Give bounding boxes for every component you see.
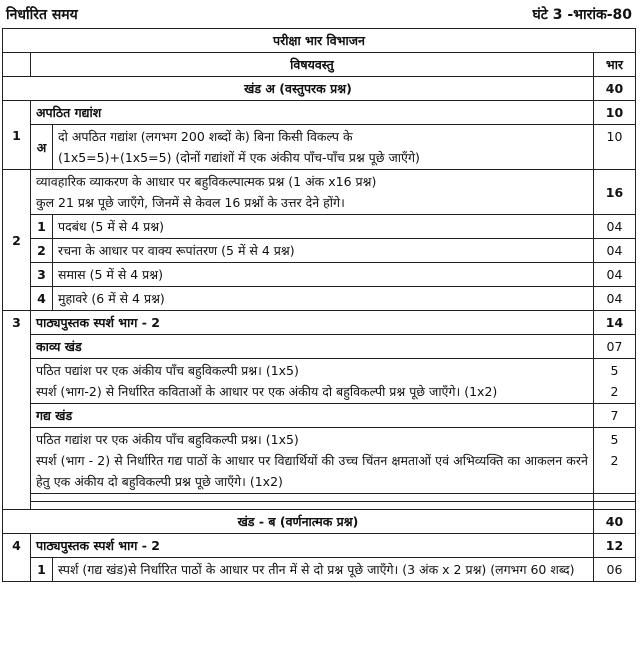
subject-column-header: विषयवस्तु: [31, 53, 594, 77]
item-number: 2: [31, 239, 53, 263]
section-a-marks: 40: [593, 77, 635, 101]
blank-row: [3, 494, 636, 502]
question-marks: 12: [593, 534, 635, 558]
kavya-description: [31, 359, 594, 404]
table-row: [3, 359, 636, 404]
table-row: [3, 263, 636, 287]
table-title-row: [3, 29, 636, 53]
gadya-description: [31, 428, 594, 494]
table-row: [3, 428, 636, 494]
marks-distribution-table: [2, 28, 636, 582]
table-title: परीक्षा भार विभाजन: [3, 29, 636, 53]
question-number: 4: [3, 534, 31, 582]
item-text: समास (5 में से 4 प्रश्न): [53, 263, 594, 287]
item-text: मुहावरे (6 में से 4 प्रश्न): [53, 287, 594, 311]
question-number: 1: [3, 101, 31, 170]
column-header-row: [3, 53, 636, 77]
gadya-marks: [593, 428, 635, 494]
item-number: 1: [31, 215, 53, 239]
kavya-line2-marks: 2: [610, 384, 619, 399]
table-row: [3, 335, 636, 359]
item-marks: 04: [593, 263, 635, 287]
table-row: [3, 534, 636, 558]
gadya-line: स्पर्श (भाग - 2) से निर्धारित गद्य पाठों के आधार पर विद्यार्थियों की उच्च चिंतन क्षमताओं एवं अभिव्यक्ति का आकलन करने हेतु एक अंकीय दो बहुविकल्पी प्रश्न पूछे जाएँगे। (1x2): [36, 453, 588, 489]
time-label: निर्धारित समय: [6, 7, 78, 23]
marks-column-header: भार: [593, 53, 635, 77]
item-marks: 04: [593, 215, 635, 239]
item-marks: 04: [593, 239, 635, 263]
sub-line: (1x5=5)+(1x5=5) (दोनों गद्यांशों में एक अंकीय पाँच-पाँच प्रश्न पूछे जाएँगे): [58, 150, 420, 165]
section-b-marks: 40: [593, 510, 635, 534]
sub-description: स्पर्श (गद्य खंड)से निर्धारित पाठों के आधार पर तीन में से दो प्रश्न पूछे जाएँगे। (3 अंक x 2 प्रश्न) (लगभग 60 शब्द): [53, 558, 594, 582]
kavya-line1-marks: 5: [610, 363, 619, 378]
sub-number: 1: [31, 558, 53, 582]
question-number: 3: [3, 311, 31, 510]
sub-marks: 06: [593, 558, 635, 582]
question-marks: 10: [593, 101, 635, 125]
table-row: [3, 101, 636, 125]
kavya-khand-label: काव्य खंड: [31, 335, 594, 359]
table-row: [3, 239, 636, 263]
kavya-khand-marks: 07: [593, 335, 635, 359]
gadya-khand-marks: 7: [593, 404, 635, 428]
gadya-line: पठित गद्यांश पर एक अंकीय पाँच बहुविकल्पी प्रश्न। (1x5): [36, 432, 299, 447]
question-marks: 16: [593, 170, 635, 215]
kavya-line: स्पर्श (भाग-2) से निर्धारित कविताओं के आधार पर एक अंकीय दो बहुविकल्पी प्रश्न पूछे जाएँगे। (1x2): [36, 384, 498, 399]
question-note: कुल 21 प्रश्न पूछे जाएँगे, जिनमें से केवल 16 प्रश्नों के उत्तर देने होंगे।: [36, 195, 345, 210]
section-a-row: [3, 77, 636, 101]
item-marks: 04: [593, 287, 635, 311]
sub-description: [53, 125, 594, 170]
question-title: अपठित गद्यांश: [31, 101, 594, 125]
item-text: पदबंध (5 में से 4 प्रश्न): [53, 215, 594, 239]
table-row: [3, 558, 636, 582]
section-a-label: खंड अ (वस्तुपरक प्रश्न): [3, 77, 594, 101]
blank-row: [3, 502, 636, 510]
table-row: [3, 287, 636, 311]
section-b-label: खंड - ब (वर्णनात्मक प्रश्न): [3, 510, 594, 534]
table-row: [3, 215, 636, 239]
question-title: पाठ्यपुस्तक स्पर्श भाग - 2: [31, 311, 594, 335]
question-title: व्यावहारिक व्याकरण के आधार पर बहुविकल्पात्मक प्रश्न (1 अंक x16 प्रश्न): [36, 174, 377, 189]
question-number: 2: [3, 170, 31, 311]
question-title: पाठ्यपुस्तक स्पर्श भाग - 2: [31, 534, 594, 558]
table-row: [3, 311, 636, 335]
gadya-line1-marks: 5: [610, 432, 619, 447]
section-b-row: [3, 510, 636, 534]
duration-marks-label: घंटे 3 -भारांक-80: [532, 7, 632, 23]
question-marks: 14: [593, 311, 635, 335]
kavya-line: पठित पद्यांश पर एक अंकीय पाँच बहुविकल्पी प्रश्न। (1x5): [36, 363, 299, 378]
item-number: 4: [31, 287, 53, 311]
table-row: [3, 170, 636, 215]
kavya-marks: [593, 359, 635, 404]
table-row: [3, 404, 636, 428]
gadya-khand-label: गद्य खंड: [31, 404, 594, 428]
gadya-line2-marks: 2: [610, 453, 619, 468]
item-text: रचना के आधार पर वाक्य रूपांतरण (5 में से 4 प्रश्न): [53, 239, 594, 263]
sub-marks: 10: [593, 125, 635, 170]
page-header: [0, 0, 640, 30]
question-description: [31, 170, 594, 215]
sub-label: अ: [31, 125, 53, 170]
sub-line: दो अपठित गद्यांश (लगभग 200 शब्दों के) बिना किसी विकल्प के: [58, 129, 353, 144]
table-row: [3, 125, 636, 170]
item-number: 3: [31, 263, 53, 287]
